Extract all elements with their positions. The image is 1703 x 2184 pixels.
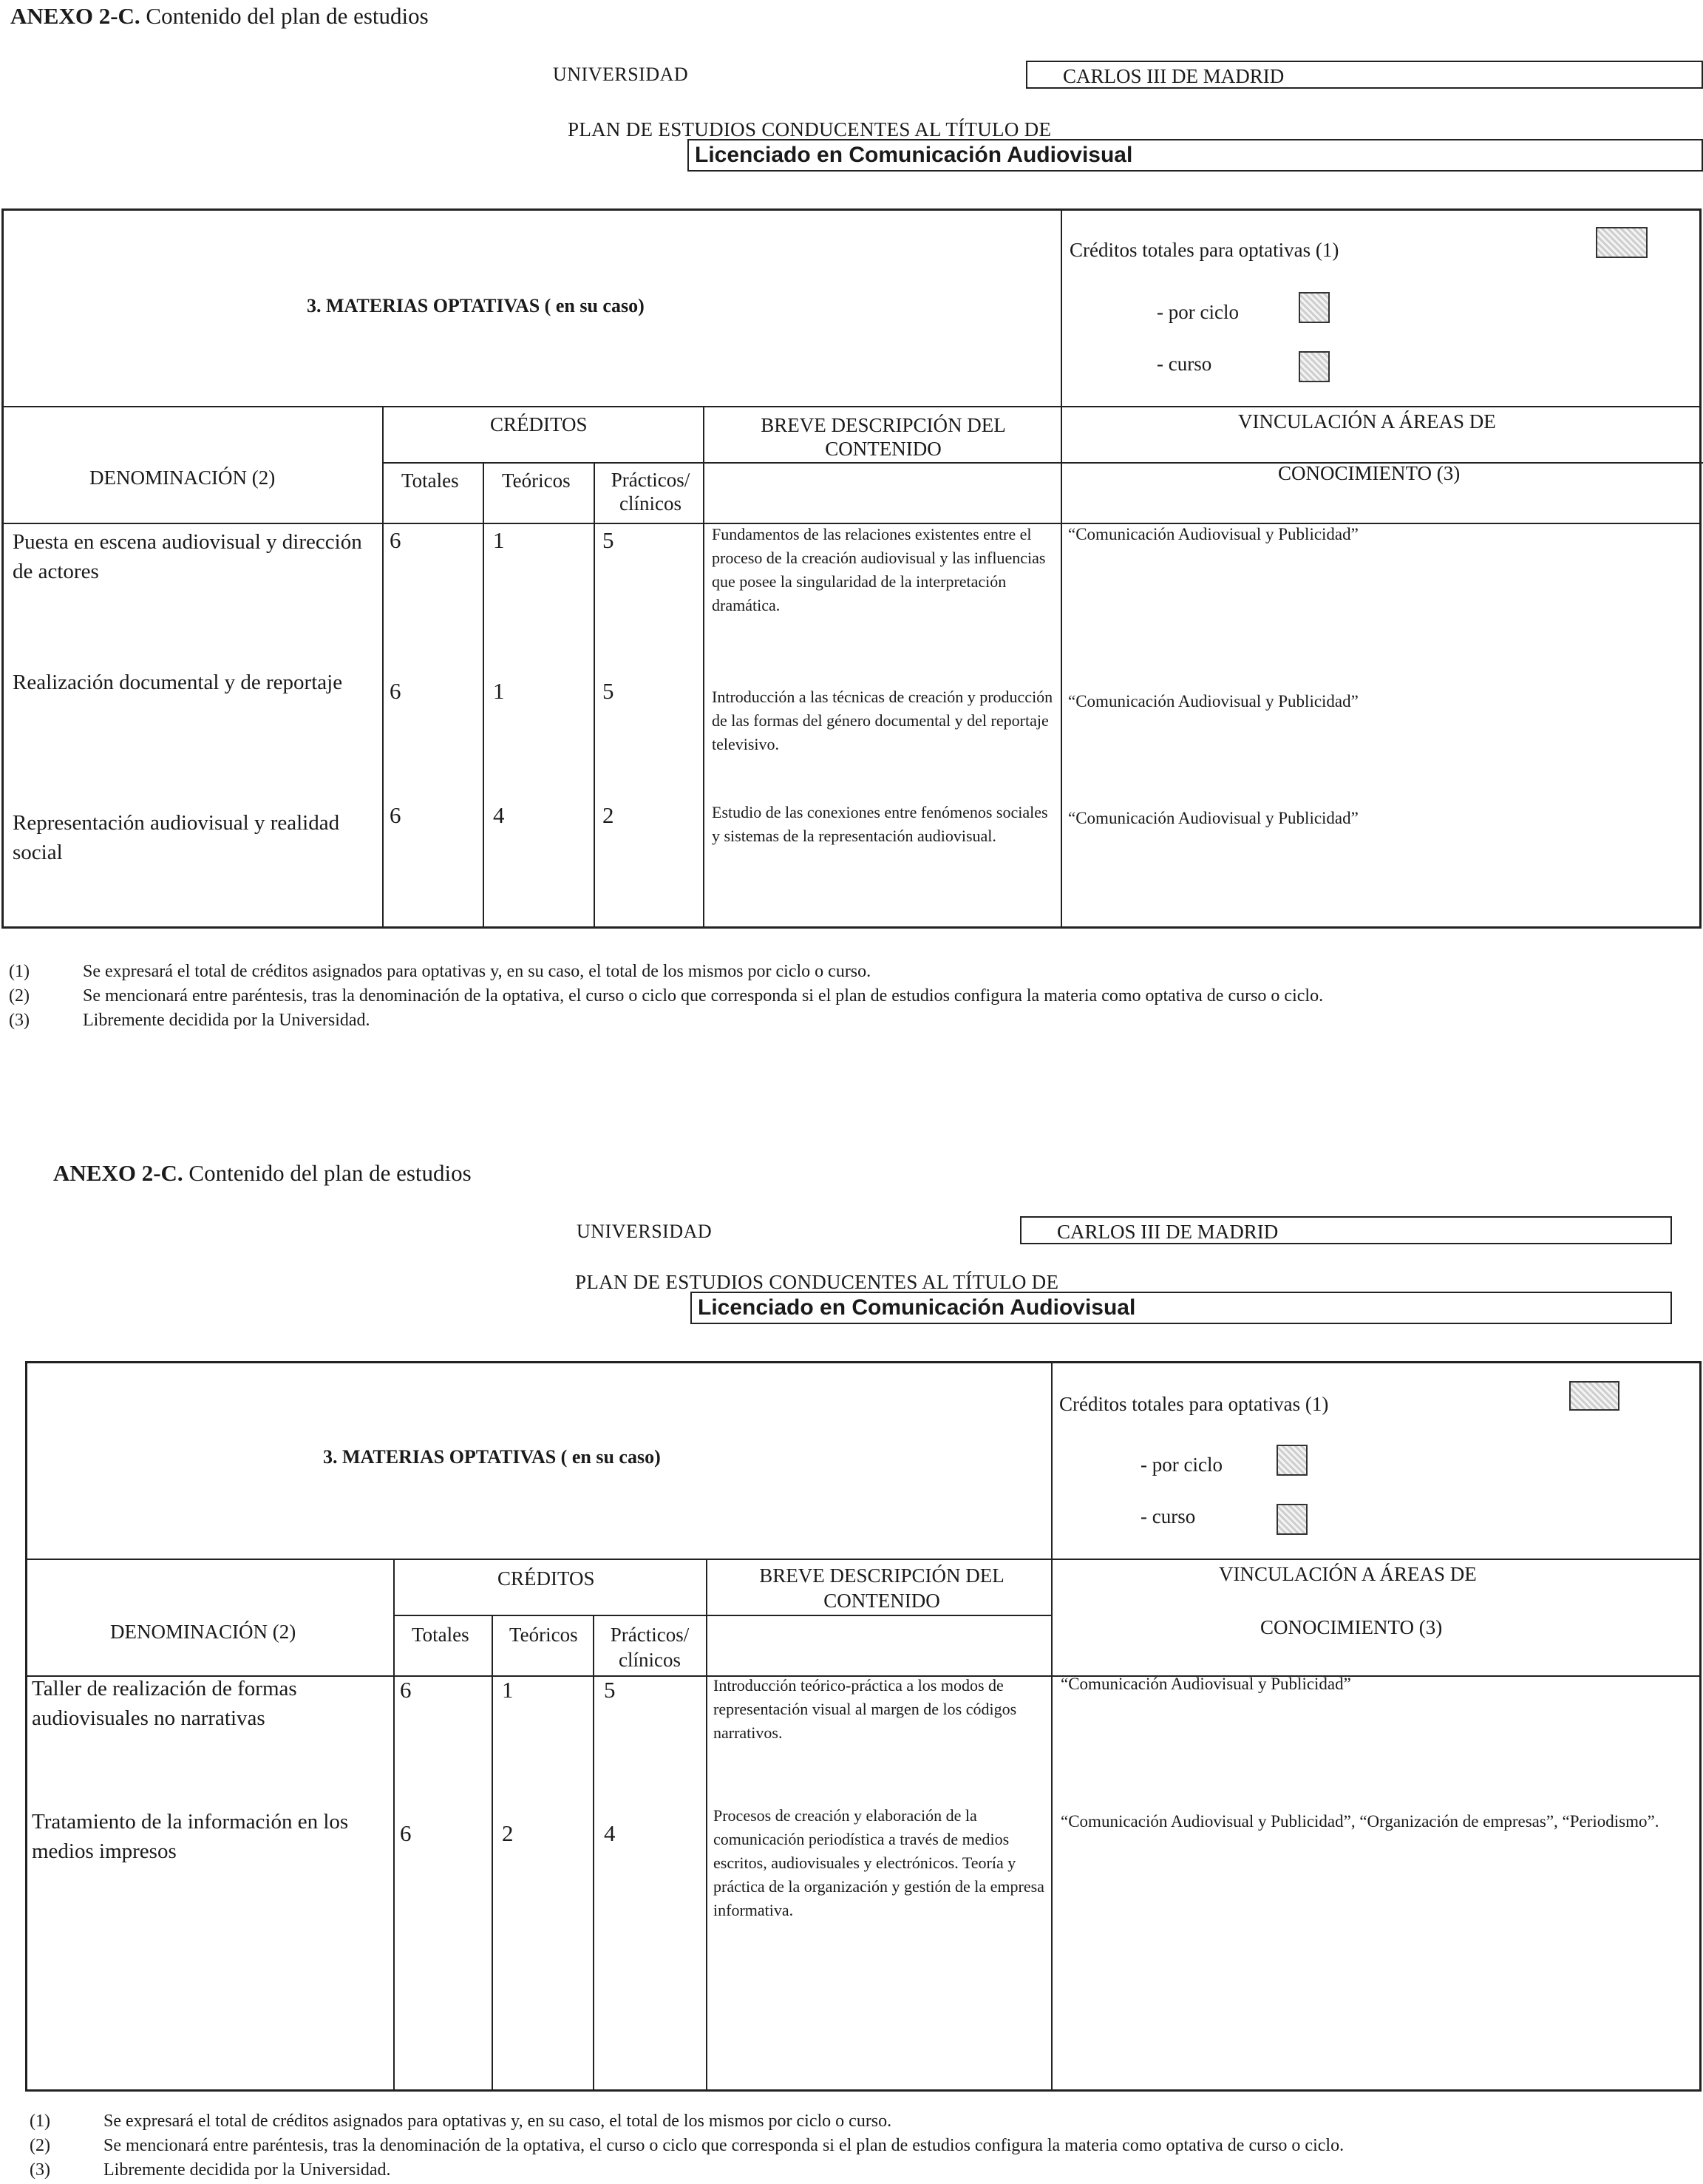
header-descripcion: BREVE DESCRIPCIÓN DEL CONTENIDO <box>761 414 1006 460</box>
header-teoricos: Teóricos <box>502 469 571 492</box>
row-teoricos: 4 <box>493 802 505 828</box>
optional-subjects-table <box>1 208 1702 929</box>
per-cycle-stamp <box>1277 1445 1308 1476</box>
header-teoricos: Teóricos <box>509 1624 578 1646</box>
degree-title: Licenciado en Comunicación Audiovisual <box>690 1292 1672 1324</box>
credits-total-stamp <box>1569 1381 1619 1411</box>
row-name: Representación audiovisual y realidad social <box>13 811 340 864</box>
per-cycle-stamp <box>1299 292 1330 323</box>
university-label: UNIVERSIDAD <box>577 1221 713 1242</box>
section-title: 3. MATERIAS OPTATIVAS ( en su caso) <box>307 295 645 316</box>
row-name: Realización documental y de reportaje <box>13 671 343 694</box>
footnote: (1) Se expresará el total de créditos asignados para optativas y, en su caso, el total de los mismos por ciclo o curso. <box>9 962 871 981</box>
header-totales: Totales <box>401 469 459 492</box>
row-teoricos: 2 <box>502 1820 514 1846</box>
optional-subjects-table <box>25 1361 1702 2092</box>
row-totales: 6 <box>390 802 401 828</box>
header-denominacion: DENOMINACIÓN (2) <box>110 1621 296 1643</box>
credits-total-label: Créditos totales para optativas (1) <box>1059 1393 1329 1415</box>
footnote: (3) Libremente decidida por la Universidad. <box>9 1011 370 1030</box>
row-area: “Comunicación Audiovisual y Publicidad” <box>1068 692 1359 711</box>
row-totales: 6 <box>390 527 401 553</box>
header-vinculacion: VINCULACIÓN A ÁREAS DE <box>1238 410 1496 433</box>
row-practicos: 5 <box>604 1677 616 1703</box>
form-page-2 <box>0 1150 1703 2184</box>
row-area: “Comunicación Audiovisual y Publicidad” <box>1068 525 1359 543</box>
footnote: (2) Se mencionará entre paréntesis, tras la denominación de la optativa, el curso o ciclo que corresponda si el plan de estudios configura la materia como optativa de curso o ciclo. <box>30 2136 1345 2155</box>
header-vinculacion: VINCULACIÓN A ÁREAS DE <box>1219 1563 1477 1585</box>
row-area: “Comunicación Audiovisual y Publicidad” <box>1061 1675 1351 1693</box>
row-totales: 6 <box>400 1677 412 1703</box>
university-value: CARLOS III DE MADRID <box>1026 61 1703 89</box>
header-creditos: CRÉDITOS <box>490 413 588 435</box>
header-descripcion: BREVE DESCRIPCIÓN DEL CONTENIDO <box>759 1564 1005 1612</box>
degree-title: Licenciado en Comunicación Audiovisual <box>687 139 1703 172</box>
header-practicos: Prácticos/ clínicos <box>611 469 690 515</box>
row-description: Introducción a las técnicas de creación y producción de las formas del género documental y del reportaje televisivo. <box>712 688 1053 753</box>
header-denominacion: DENOMINACIÓN (2) <box>89 467 276 489</box>
footnotes <box>9 960 1323 1033</box>
row-area: “Comunicación Audiovisual y Publicidad” <box>1068 809 1359 827</box>
row-practicos: 5 <box>602 527 614 553</box>
university-label: UNIVERSIDAD <box>553 64 689 85</box>
plan-label: PLAN DE ESTUDIOS CONDUCENTES AL TÍTULO DE <box>568 118 1052 140</box>
course-stamp <box>1277 1504 1308 1535</box>
row-practicos: 2 <box>602 802 614 828</box>
header-creditos: CRÉDITOS <box>497 1567 595 1590</box>
row-practicos: 5 <box>602 678 614 704</box>
annex-heading: ANEXO 2-C. Contenido del plan de estudios <box>10 3 429 29</box>
footnote: (2) Se mencionará entre paréntesis, tras la denominación de la optativa, el curso o ciclo que corresponda si el plan de estudios configura la materia como optativa de curso o ciclo. <box>9 986 1324 1005</box>
row-description: Fundamentos de las relaciones existentes entre el proceso de la creación audiovisual y las influencias que posee la singularidad de la interpretación dramática. <box>712 525 1046 614</box>
header-practicos: Prácticos/ clínicos <box>610 1624 690 1671</box>
row-area: “Comunicación Audiovisual y Publicidad”, “Organización de empresas”, “Periodismo”. <box>1061 1812 1659 1831</box>
per-cycle-label: - por ciclo <box>1141 1454 1223 1476</box>
footnotes <box>30 2109 1344 2183</box>
header-conocimiento: CONOCIMIENTO (3) <box>1278 462 1461 484</box>
row-name: Tratamiento de la información en los medios impresos <box>32 1810 349 1863</box>
section-title: 3. MATERIAS OPTATIVAS ( en su caso) <box>323 1446 661 1468</box>
footnote: (3) Libremente decidida por la Universidad. <box>30 2160 391 2180</box>
row-totales: 6 <box>400 1820 412 1846</box>
course-stamp <box>1299 351 1330 382</box>
row-totales: 6 <box>390 678 401 704</box>
credits-total-label: Créditos totales para optativas (1) <box>1070 239 1339 261</box>
course-label: - curso <box>1141 1505 1196 1527</box>
per-cycle-label: - por ciclo <box>1157 301 1239 323</box>
row-description: Procesos de creación y elaboración de la comunicación periodística a través de medios escritos, audiovisuales y electrónicos. Teoría y práctica de la organización y gestión de la empresa informativa. <box>713 1806 1044 1919</box>
row-description: Estudio de las conexiones entre fenómenos sociales y sistemas de la representación audiovisual. <box>712 803 1048 845</box>
course-label: - curso <box>1157 353 1212 375</box>
row-description: Introducción teórico-práctica a los modos de representación visual al margen de los códigos narrativos. <box>713 1676 1017 1742</box>
header-conocimiento: CONOCIMIENTO (3) <box>1260 1616 1443 1638</box>
row-practicos: 4 <box>604 1820 616 1846</box>
credits-total-stamp <box>1596 227 1648 258</box>
row-name: Puesta en escena audiovisual y dirección de actores <box>13 530 362 583</box>
row-teoricos: 1 <box>493 678 505 704</box>
university-value: CARLOS III DE MADRID <box>1020 1216 1672 1244</box>
row-teoricos: 1 <box>502 1677 514 1703</box>
row-name: Taller de realización de formas audiovisuales no narrativas <box>32 1677 297 1730</box>
annex-heading: ANEXO 2-C. Contenido del plan de estudios <box>53 1160 472 1186</box>
header-totales: Totales <box>412 1624 469 1646</box>
row-teoricos: 1 <box>493 527 505 553</box>
footnote: (1) Se expresará el total de créditos asignados para optativas y, en su caso, el total de los mismos por ciclo o curso. <box>30 2112 892 2131</box>
plan-label: PLAN DE ESTUDIOS CONDUCENTES AL TÍTULO DE <box>575 1271 1059 1293</box>
